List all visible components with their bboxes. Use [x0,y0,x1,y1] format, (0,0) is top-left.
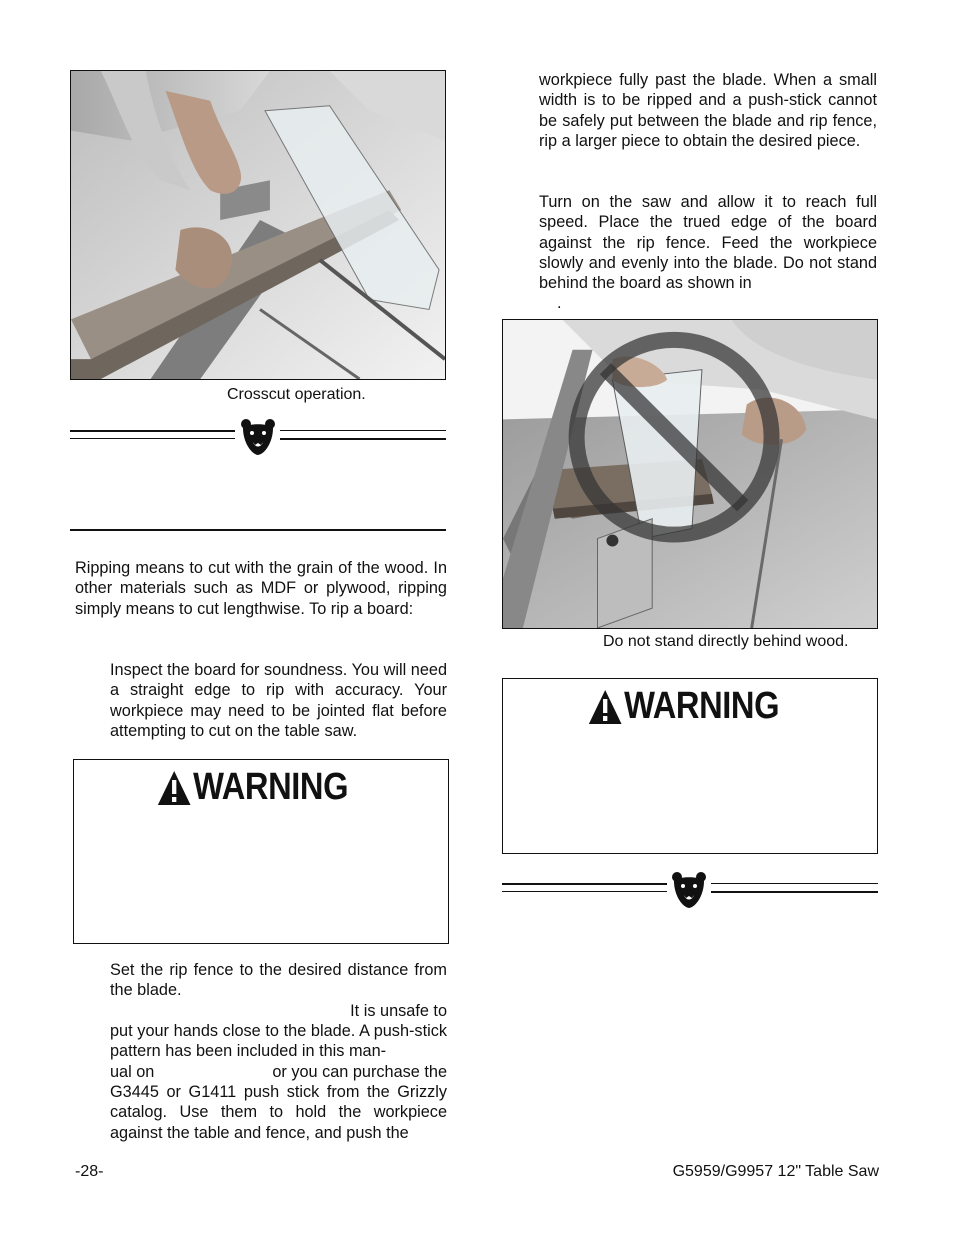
do-not-stand-caption: Do not stand directly behind wood. [603,633,849,650]
page-number: -28- [75,1163,104,1180]
grizzly-bear-head-icon [670,871,708,909]
divider-right-c [711,883,878,884]
do-not-stand-illustration [503,320,877,628]
turn-on-paragraph: Turn on the saw and allow it to reach full speed. Place the trued edge of the board against the rip fence. Feed the workpiece slowly and evenly into the blade. Do not stand behind the board as shown in [539,193,877,293]
step-set-fence-d-pre: ual on [110,1063,155,1081]
continued-paragraph: workpiece fully past the blade. When a small width is to be ripped and a push-stick cannot be safely put between the blade and rip fence, rip a larger piece to obtain the desired piece. [539,71,877,150]
crosscut-caption: Crosscut operation. [227,386,366,403]
step-set-fence-d-post: or you can purchase the [272,1063,447,1081]
warning-label-right: WARNING [624,685,780,727]
do-not-stand-photo [502,319,878,629]
ripping-paragraph: Ripping means to cut with the grain of the wood. In other materials such as MDF or plywood, ripping simply means to cut lengthwise. To rip a board: [75,559,447,618]
warning-title-left [157,766,348,809]
grizzly-bear-head-icon [239,418,277,456]
crosscut-illustration [71,71,445,379]
step-set-fence-c: put your hands close to the blade. A push-stick pattern has been included in this man- [110,1022,447,1061]
model-title: G5959/G9957 12" Table Saw [672,1163,879,1180]
warning-box-left [73,759,449,944]
divider-left-top-b [70,438,235,439]
trailing-period: . [557,294,562,312]
divider-left-top-c [280,430,446,431]
section-rule-left [70,529,446,531]
step-inspect-board: Inspect the board for soundness. You will need a straight edge to rip with accuracy. Your workpiece may need to be jointed flat before attempting to cut on the table saw. [110,661,447,740]
crosscut-photo [70,70,446,380]
warning-triangle-icon [588,689,622,725]
warning-box-right [502,678,878,854]
step-set-fence-a: Set the rip fence to the desired distance from the blade. [110,961,447,1000]
divider-left-top-a [70,430,235,432]
step-set-fence-e: G3445 or G1411 push stick from the Grizzly catalog. Use them to hold the workpiece against the table and fence, and push the [110,1083,447,1142]
warning-triangle-icon [157,770,191,806]
divider-left-top-d [280,438,446,440]
divider-right-d [711,891,878,893]
warning-label-left: WARNING [193,766,349,808]
step-set-fence-b: It is unsafe to [350,1002,447,1020]
divider-right-a [502,883,667,885]
warning-title-right [588,685,779,728]
divider-right-b [502,891,667,892]
